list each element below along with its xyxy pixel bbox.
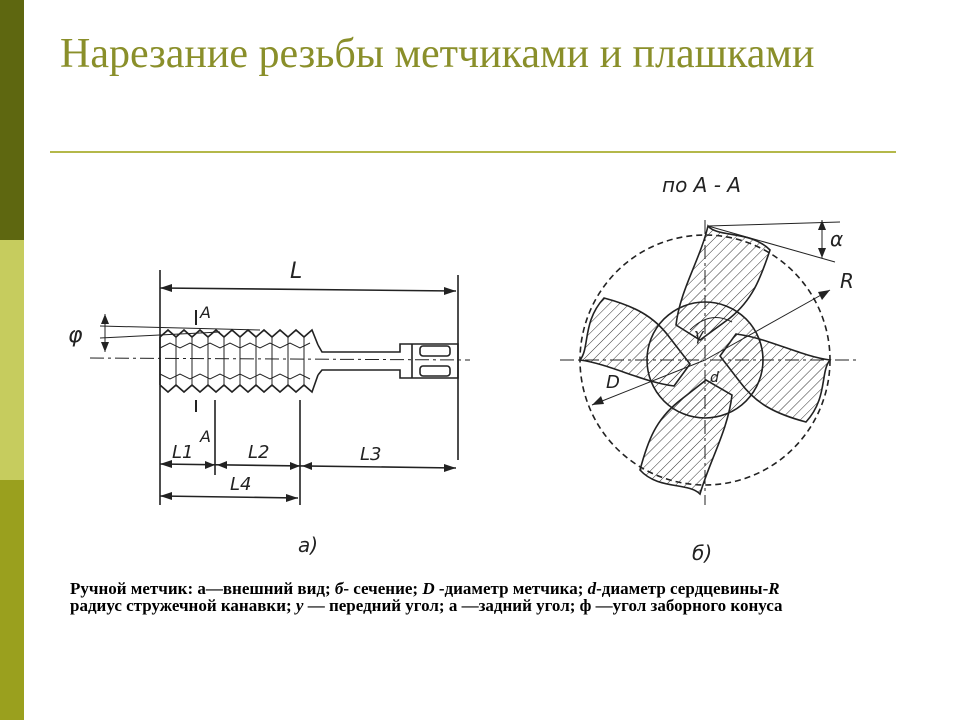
figure-caption [70, 580, 830, 614]
tap-drawing [60, 160, 900, 580]
title-divider [50, 151, 896, 153]
caption-part: -диаметр метчика; [434, 579, 588, 598]
diameter-D-label: D [606, 372, 620, 393]
caption-part: — передний угол; а —задний угол; ф —угол заборного конуса [303, 596, 783, 615]
dim-L1-label: L1 [172, 442, 194, 463]
phi-angle-label: φ [68, 323, 83, 348]
dim-L4-label: L4 [230, 474, 252, 495]
section-title-label: по А - А [662, 173, 741, 197]
side-bar-light [0, 240, 24, 480]
caption-part: d [587, 579, 597, 598]
core-d-label: d [710, 370, 719, 386]
radius-R-label: R [840, 269, 854, 293]
caption-part: -диаметр сердцевины- [596, 579, 769, 598]
figure-a-caption: а) [298, 533, 319, 557]
side-bar-mid [0, 480, 24, 720]
caption-part: Ручной метчик: а—внешний вид; [70, 579, 335, 598]
section-a-top-label: A [200, 303, 211, 322]
slide-title: Нарезание резьбы метчиками и плашками [60, 31, 815, 77]
section-a-bottom-label: A [200, 427, 211, 446]
gamma-angle-label: γ [694, 325, 704, 344]
dim-L2-label: L2 [248, 442, 270, 463]
tap-cross-section [560, 220, 860, 505]
caption-part: у [295, 596, 304, 615]
figure-b-caption: б) [692, 541, 713, 565]
caption-part: радиус стружечной канавки; [70, 596, 296, 615]
caption-part: б [334, 579, 344, 598]
side-bar-dark [0, 0, 24, 240]
caption-part: R [768, 579, 780, 598]
alpha-angle-label: α [830, 227, 844, 251]
dim-L3-label: L3 [360, 444, 382, 465]
caption-part: - сечение; [343, 579, 423, 598]
dim-L-label: L [290, 259, 303, 284]
tap-external-view [90, 270, 470, 505]
caption-part: D [422, 579, 435, 598]
